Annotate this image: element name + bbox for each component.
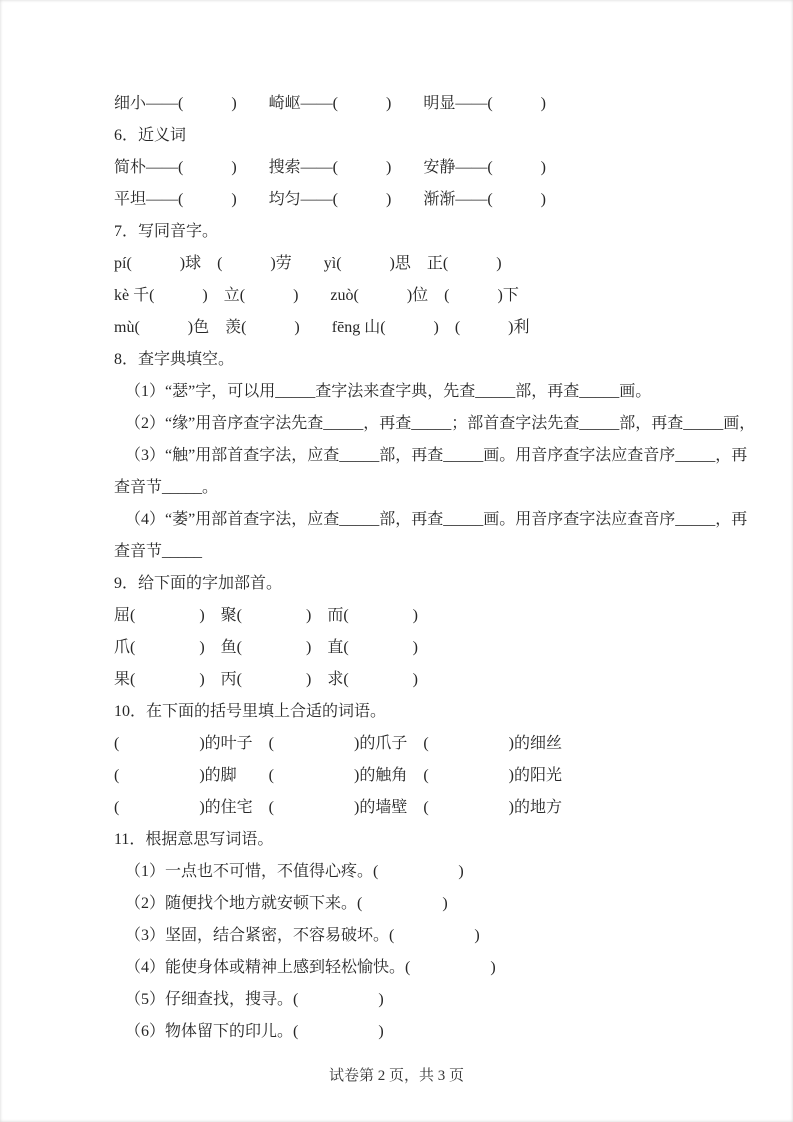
synonym-row-2: 平坦——( ) 均匀——( ) 渐渐——( ) [114,191,546,208]
homophone-row-mu-feng: mù( )色 羡( ) fēng 山( ) ( )利 [114,319,530,336]
question-11-item-2: （2）随便找个地方就安顿下来。( ) [125,895,448,912]
radical-row-1: 屈( ) 聚( ) 而( ) [114,607,418,624]
question-8-item-3-continuation: 查音节_____。 [114,479,219,496]
question-6-header: 6．近义词 [114,127,187,144]
question-11-header: 11．根据意思写词语。 [114,831,274,848]
document-body [114,88,756,1048]
question-7-header: 7．写同音字。 [114,223,219,240]
question-11-item-5: （5）仔细查找，搜寻。( ) [125,991,384,1008]
homophone-row-ke-zuo: kè 千( ) 立( ) zuò( )位 ( )下 [114,287,519,304]
homophone-row-pi-yi: pí( )球 ( )劳 yì( )思 正( ) [114,255,502,272]
antonym-row-2: 细小——( ) 崎岖——( ) 明显——( ) [114,95,546,112]
question-11-item-1: （1）一点也不可惜，不值得心疼。( ) [125,863,464,880]
question-8-header: 8．查字典填空。 [114,351,235,368]
question-8-item-1: （1）“瑟”字，可以用_____查字法来查字典，先查_____部，再查_____画。 [125,383,652,400]
question-9-header: 9．给下面的字加部首。 [114,575,283,592]
phrase-row-2: ( )的脚 ( )的触角 ( )的阳光 [114,767,562,784]
question-8-item-2: （2）“缘”用音序查字法先查_____，再查_____；部首查字法先查_____部，再查_____画， [125,415,756,432]
radical-row-3: 果( ) 丙( ) 求( ) [114,671,418,688]
question-8-item-4-continuation: 查音节_____ [114,543,203,560]
phrase-row-1: ( )的叶子 ( )的爪子 ( )的细丝 [114,735,562,752]
question-11-item-6: （6）物体留下的印儿。( ) [125,1023,384,1040]
question-11-item-3: （3）坚固，结合紧密，不容易破坏。( ) [125,927,480,944]
phrase-row-3: ( )的住宅 ( )的墙壁 ( )的地方 [114,799,562,816]
question-10-header: 10．在下面的括号里填上合适的词语。 [114,703,387,720]
question-8-item-4: （4）“萎”用部首查字法，应查_____部，再查_____画。用音序查字法应查音序_____，再 [125,511,748,528]
synonym-row-1: 简朴——( ) 搜索——( ) 安静——( ) [114,159,546,176]
page-footer: 试卷第 2 页，共 3 页 [328,1068,464,1084]
radical-row-2: 爪( ) 鱼( ) 直( ) [114,639,418,656]
question-8-item-3: （3）“触”用部首查字法，应查_____部，再查_____画。用音序查字法应查音序_____，再 [125,447,748,464]
question-11-item-4: （4）能使身体或精神上感到轻松愉快。( ) [125,959,496,976]
